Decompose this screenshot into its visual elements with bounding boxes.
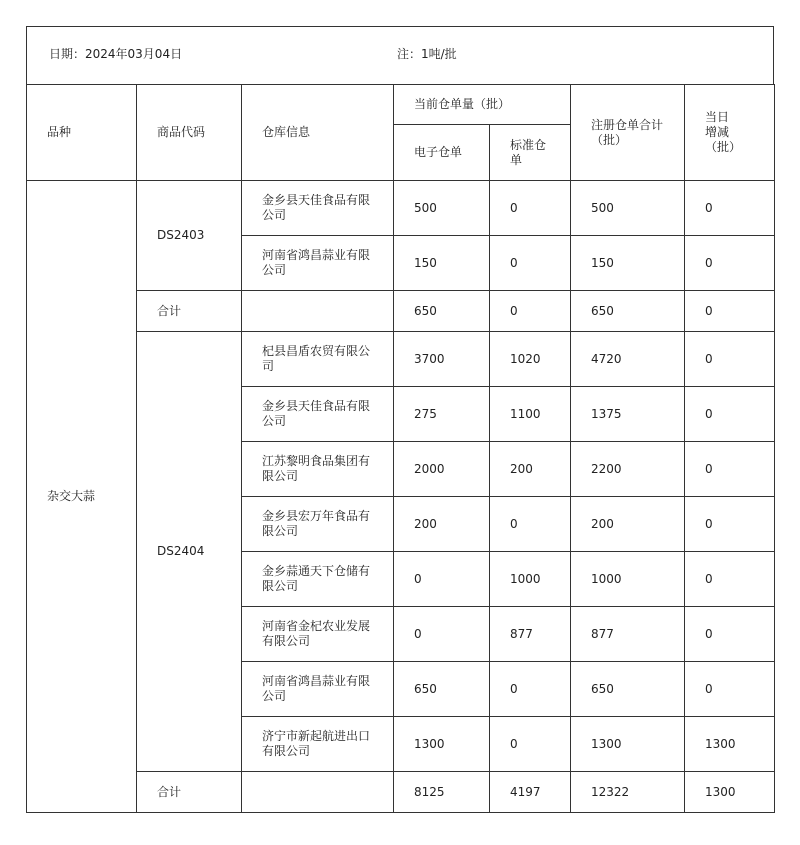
registered-total-cell: 200: [571, 497, 685, 552]
warehouse-name-cell: 金乡县天佳食品有限公司: [242, 181, 394, 236]
electronic-receipt-cell: 0: [394, 607, 490, 662]
col-header-code: 商品代码: [137, 85, 242, 181]
daily-change-cell: 0: [685, 332, 775, 387]
col-header-warehouse: 仓库信息: [242, 85, 394, 181]
daily-change-cell: 0: [685, 442, 775, 497]
table-row: [27, 181, 775, 236]
registered-total-cell: 650: [571, 662, 685, 717]
standard-receipt-cell: 1020: [490, 332, 571, 387]
table-row: [27, 332, 775, 387]
subtotal-row: [27, 291, 775, 332]
electronic-receipt-cell: 275: [394, 387, 490, 442]
header-row: [27, 85, 775, 125]
col-header-current: 当前仓单量（批）: [394, 85, 571, 125]
col-header-daily-change: 当日增减（批）: [685, 85, 775, 181]
warehouse-name-cell: 江苏黎明食品集团有限公司: [242, 442, 394, 497]
electronic-receipt-cell: 200: [394, 497, 490, 552]
warehouse-name-cell: 金乡县宏万年食品有限公司: [242, 497, 394, 552]
standard-receipt-cell: 0: [490, 662, 571, 717]
col-header-variety: 品种: [27, 85, 137, 181]
electronic-receipt-cell: 650: [394, 662, 490, 717]
warehouse-name-cell: 河南省金杞农业发展有限公司: [242, 607, 394, 662]
electronic-receipt-cell: 2000: [394, 442, 490, 497]
standard-receipt-cell: 877: [490, 607, 571, 662]
daily-change-cell: 0: [685, 236, 775, 291]
registered-total-cell: 4720: [571, 332, 685, 387]
standard-receipt-cell: 1100: [490, 387, 571, 442]
electronic-receipt-cell: 500: [394, 181, 490, 236]
registered-total-cell: 1300: [571, 717, 685, 772]
col-header-registered: 注册仓单合计（批）: [571, 85, 685, 181]
subtotal-label-cell: 合计: [137, 772, 242, 813]
standard-receipt-cell: 0: [490, 181, 571, 236]
product-code-cell: DS2404: [137, 332, 242, 772]
product-code-cell: DS2403: [137, 181, 242, 291]
warehouse-name-cell: 河南省鸿昌蒜业有限公司: [242, 236, 394, 291]
daily-change-cell: 0: [685, 662, 775, 717]
col-header-electronic: 电子仓单: [394, 125, 490, 181]
subtotal-electronic-cell: 650: [394, 291, 490, 332]
subtotal-standard-cell: 0: [490, 291, 571, 332]
registered-total-cell: 877: [571, 607, 685, 662]
warehouse-receipt-sheet: [26, 26, 774, 813]
subtotal-label-cell: 合计: [137, 291, 242, 332]
warehouse-name-cell: 金乡县天佳食品有限公司: [242, 387, 394, 442]
electronic-receipt-cell: 0: [394, 552, 490, 607]
subtotal-warehouse-cell: [242, 291, 394, 332]
daily-change-cell: 0: [685, 552, 775, 607]
standard-receipt-cell: 200: [490, 442, 571, 497]
subtotal-registered-cell: 650: [571, 291, 685, 332]
subtotal-registered-cell: 12322: [571, 772, 685, 813]
warehouse-name-cell: 金乡蒜通天下仓储有限公司: [242, 552, 394, 607]
standard-receipt-cell: 0: [490, 717, 571, 772]
sheet-header: [26, 26, 774, 84]
warehouse-name-cell: 河南省鸿昌蒜业有限公司: [242, 662, 394, 717]
registered-total-cell: 500: [571, 181, 685, 236]
electronic-receipt-cell: 3700: [394, 332, 490, 387]
standard-receipt-cell: 0: [490, 236, 571, 291]
subtotal-electronic-cell: 8125: [394, 772, 490, 813]
daily-change-cell: 0: [685, 497, 775, 552]
col-header-standard: 标准仓单: [490, 125, 571, 181]
report-date: 日期：2024年03月04日: [49, 47, 183, 61]
subtotal-warehouse-cell: [242, 772, 394, 813]
registered-total-cell: 1000: [571, 552, 685, 607]
electronic-receipt-cell: 1300: [394, 717, 490, 772]
warehouse-name-cell: 济宁市新起航进出口有限公司: [242, 717, 394, 772]
warehouse-receipt-table: [26, 84, 775, 813]
daily-change-cell: 1300: [685, 717, 775, 772]
standard-receipt-cell: 0: [490, 497, 571, 552]
subtotal-change-cell: 0: [685, 291, 775, 332]
subtotal-standard-cell: 4197: [490, 772, 571, 813]
registered-total-cell: 150: [571, 236, 685, 291]
daily-change-cell: 0: [685, 607, 775, 662]
variety-cell: 杂交大蒜: [27, 181, 137, 813]
unit-note: 注：1吨/批: [397, 47, 457, 61]
subtotal-change-cell: 1300: [685, 772, 775, 813]
electronic-receipt-cell: 150: [394, 236, 490, 291]
standard-receipt-cell: 1000: [490, 552, 571, 607]
daily-change-cell: 0: [685, 181, 775, 236]
registered-total-cell: 2200: [571, 442, 685, 497]
daily-change-cell: 0: [685, 387, 775, 442]
subtotal-row: [27, 772, 775, 813]
registered-total-cell: 1375: [571, 387, 685, 442]
warehouse-name-cell: 杞县昌盾农贸有限公司: [242, 332, 394, 387]
